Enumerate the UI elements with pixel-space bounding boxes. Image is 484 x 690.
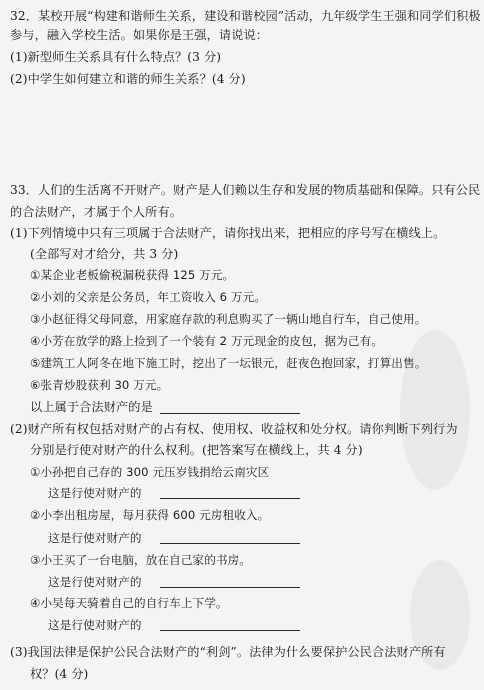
q32-line-2: 参与，融入学校生活。如果你是王强，请说说： [10, 28, 269, 42]
q33-sub1-line-1: (1)下列情境中只有三项属于合法财产，请你找出来，把相应的序号写在横线上。 [10, 226, 446, 240]
q32-line-1: 32．某校开展“构建和谐师生关系，建设和谐校园”活动，九年级学生王强和同学们积极 [10, 9, 481, 23]
q33-item-3: ③小赵征得父母同意，用家庭存款的利息购买了一辆山地自行车，自己使用。 [30, 312, 427, 326]
q33-item-4: ④小芳在放学的路上捡到了一个装有 2 万元现金的皮包，据为己有。 [30, 334, 383, 348]
q32-part-1: (1)新型师生关系具有什么特点？(3 分) [10, 50, 222, 64]
q33-act-1: ①小孙把自己存的 300 元压岁钱捐给云南灾区 [30, 465, 270, 479]
q33-sub1-line-2: (全部写对才给分，共 3 分) [30, 247, 179, 261]
q33-act-4: ④小吴每天骑着自己的自行车上下学。 [30, 596, 228, 610]
q33-sub2-line-2: 分别是行使对财产的什么权利。(把答案写在横线上，共 4 分) [30, 443, 363, 457]
q32-part-2: (2)中学生如何建立和谐的师生关系？(4 分) [10, 72, 246, 86]
q33-act-2-answer-line[interactable] [160, 543, 300, 544]
q33-line-2: 的合法财产，才属于个人所有。 [10, 205, 183, 219]
q33-item-5: ⑤建筑工人阿冬在地下施工时，挖出了一坛银元，赶夜色抱回家，打算出售。 [30, 356, 427, 370]
q33-sub3-line-1: (3)我国法律是保护公民合法财产的“利剑”。法律为什么要保护公民合法财产所有 [10, 645, 446, 659]
q33-sub1-answer-line[interactable] [160, 413, 300, 414]
q33-sub3-line-2: 权？(4 分) [30, 667, 89, 681]
q33-sub1-answer-label: 以上属于合法财产的是 [30, 400, 153, 414]
q33-act-4-answer-label: 这是行使对财产的 [48, 618, 142, 632]
q33-sub2-line-1: (2)财产所有权包括对财产的占有权、使用权、收益权和处分权。请你判断下列行为 [10, 422, 458, 436]
q33-act-2-answer-label: 这是行使对财产的 [48, 531, 142, 545]
q33-act-3: ③小王买了一台电脑，放在自己家的书房。 [30, 553, 251, 567]
q33-act-2: ②小李出租房屋，每月获得 600 元房租收入。 [30, 508, 270, 522]
q33-item-6: ⑥张青炒股获利 30 万元。 [30, 378, 169, 392]
q33-act-4-answer-line[interactable] [160, 630, 300, 631]
q33-act-1-answer-line[interactable] [160, 498, 300, 499]
q33-item-1: ①某企业老板偷税漏税获得 125 万元。 [30, 268, 235, 282]
q33-act-3-answer-label: 这是行使对财产的 [48, 575, 142, 589]
q33-line-1: 33．人们的生活离不开财产。财产是人们赖以生存和发展的物质基础和保障。只有公民 [10, 183, 481, 197]
q33-act-1-answer-label: 这是行使对财产的 [48, 486, 142, 500]
q33-act-3-answer-line[interactable] [160, 587, 300, 588]
scan-smudge [400, 330, 470, 490]
q33-item-2: ②小刘的父亲是公务员，年工资收入 6 万元。 [30, 290, 267, 304]
